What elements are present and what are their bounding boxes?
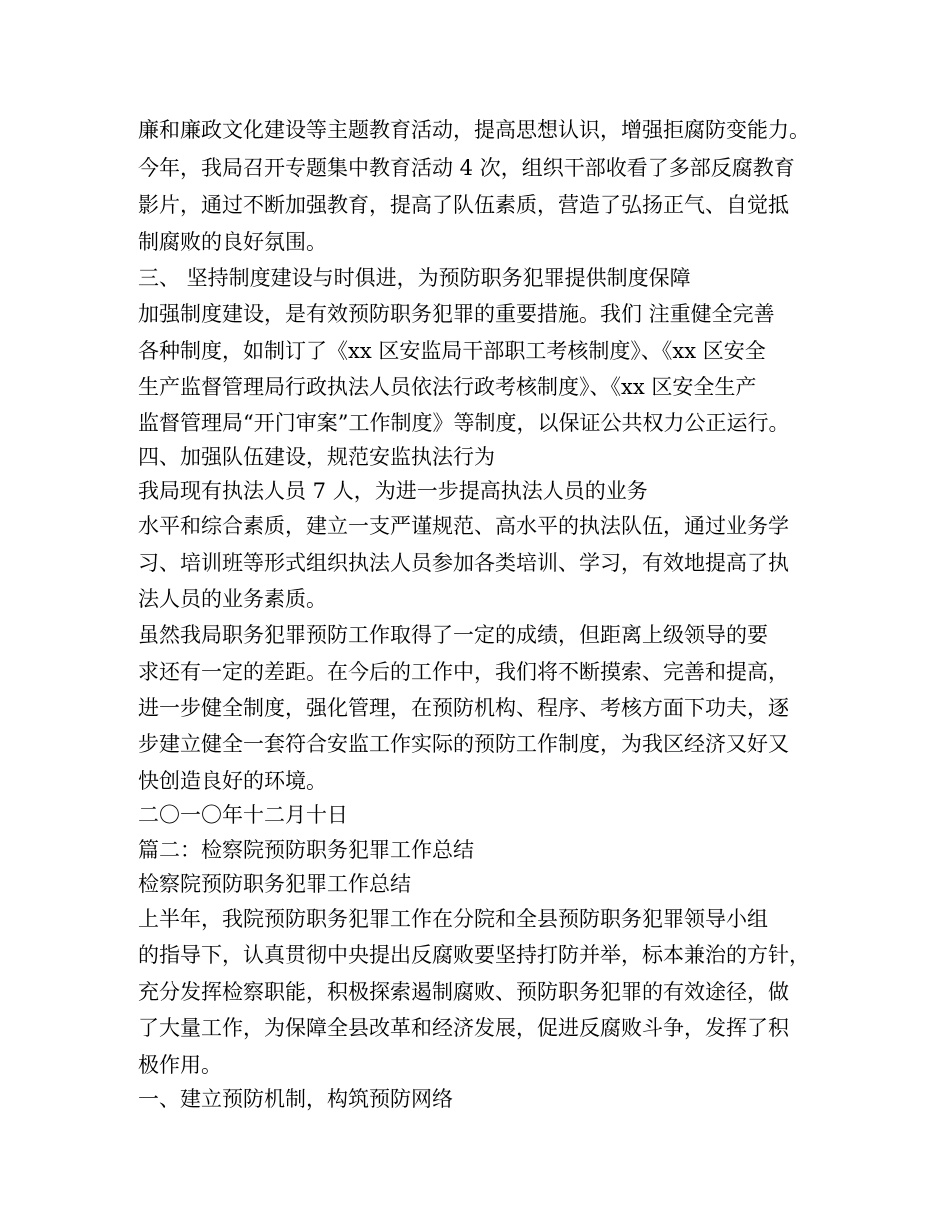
article-subtitle: 检察院预防职务犯罪工作总结: [138, 872, 411, 896]
body-text-line: 今年，我局召开专题集中教育活动 4 次，组织干部收看了多部反腐教育: [138, 156, 795, 180]
date-line: 二〇一〇年十二月十日: [138, 803, 348, 827]
body-text-line: 各种制度，如制订了《xx 区安监局干部职工考核制度》、《xx 区安全: [138, 339, 766, 363]
body-text-line: 上半年，我院预防职务犯罪工作在分院和全县预防职务犯罪领导小组: [138, 907, 768, 931]
body-text-line: 了大量工作，为保障全县改革和经济发展，促进反腐败斗争，发挥了积: [138, 1016, 789, 1040]
body-text-line: 水平和综合素质，建立一支严谨规范、高水平的执法队伍，通过业务学: [138, 514, 789, 538]
body-text-line: 求还有一定的差距。在今后的工作中，我们将不断摸索、完善和提高，: [138, 660, 789, 684]
body-text-line: 影片，通过不断加强教育，提高了队伍素质，营造了弘扬正气、自觉抵: [138, 193, 789, 217]
body-text-line: 虽然我局职务犯罪预防工作取得了一定的成绩，但距离上级领导的要: [138, 623, 768, 647]
body-text-line: 廉和廉政文化建设等主题教育活动，提高思想认识，增强拒腐防变能力。: [138, 118, 810, 142]
body-text-line: 监督管理局“开门审案”工作制度》等制度，以保证公共权力公正运行。: [138, 411, 790, 435]
body-text-line: 充分发挥检察职能，积极探索遏制腐败、预防职务犯罪的有效途径，做: [138, 980, 789, 1004]
body-text-line: 法人员的业务素质。: [138, 587, 327, 611]
section-heading: 三、 坚持制度建设与时俱进，为预防职务犯罪提供制度保障: [138, 266, 691, 290]
section-heading: 四、加强队伍建设，规范安监执法行为: [138, 445, 495, 469]
body-text-line: 加强制度建设，是有效预防职务犯罪的重要措施。我们 注重健全完善: [138, 302, 775, 326]
body-text-line: 生产监督管理局行政执法人员依法行政考核制度》、《xx 区安全生产: [138, 375, 757, 399]
body-text-line: 习、培训班等形式组织执法人员参加各类培训、学习，有效地提高了执: [138, 551, 789, 575]
body-text-line: 我局现有执法人员 7 人，为进一步提高执法人员的业务: [138, 479, 648, 503]
body-text-line: 进一步健全制度，强化管理，在预防机构、程序、考核方面下功夫，逐: [138, 696, 789, 720]
body-text-line: 快创造良好的环境。: [138, 769, 327, 793]
article-title: 篇二：检察院预防职务犯罪工作总结: [138, 838, 474, 862]
body-text-line: 步建立健全一套符合安监工作实际的预防工作制度，为我区经济又好又: [138, 732, 789, 756]
body-text-line: 的指导下，认真贯彻中央提出反腐败要坚持打防并举，标本兼治的方针，: [138, 943, 810, 967]
body-text-line: 制腐败的良好氛围。: [138, 230, 327, 254]
section-heading: 一、建立预防机制，构筑预防网络: [138, 1087, 453, 1111]
body-text-line: 极作用。: [138, 1053, 222, 1077]
